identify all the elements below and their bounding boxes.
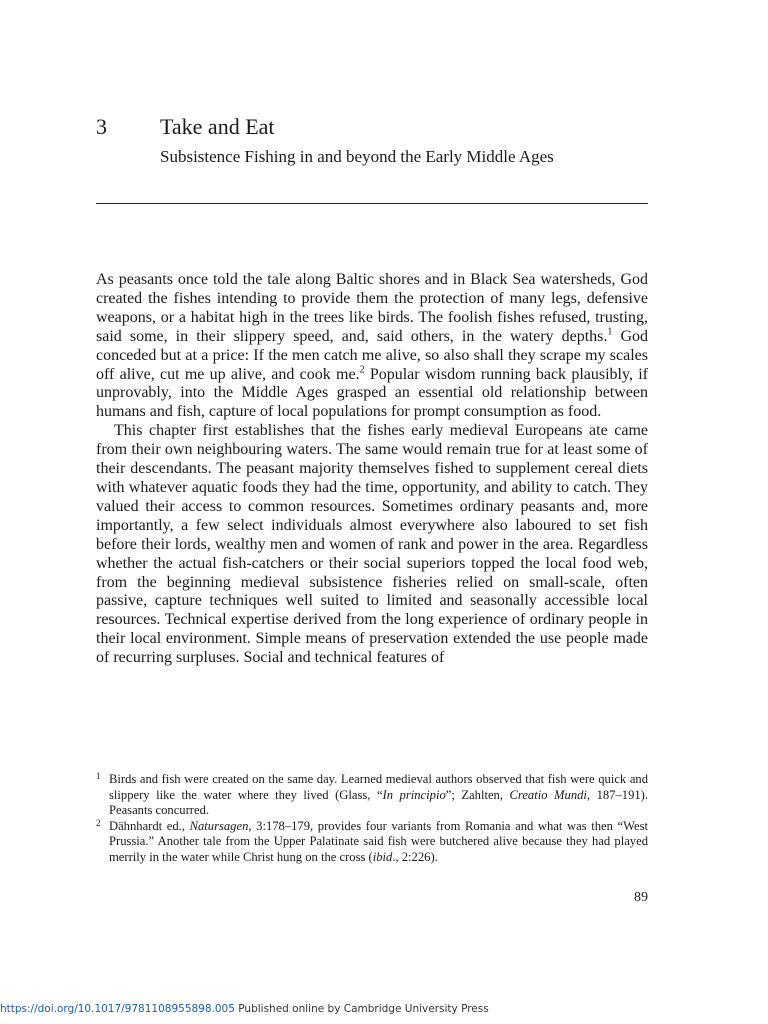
footnotes: [96, 772, 648, 865]
footnote-ref-1[interactable]: 1: [607, 326, 613, 338]
footnote-1-text-c: , 187–191). Peasants concurred.: [109, 787, 649, 817]
footnote-1-text-a: Birds and fish were created on the same day. Learned medieval authors observed that fish were quick and slippery like the water where they lived (Glass, “: [109, 772, 648, 802]
chapter-title: Take and Eat: [160, 114, 275, 139]
footnote-2-mark: 2: [96, 817, 101, 828]
title-rule: [96, 203, 648, 204]
page-number: 89: [634, 890, 648, 905]
paragraph-1-part-3: Popular wisdom running back plausibly, if unprovably, into the Middle Ages grasped an essential old relationship between humans and fish, capture of local populations for prompt consumption as food.: [96, 365, 648, 421]
footnote-2-text-b: , 3:178–179, provides four variants from Romania and what was then “West Prussia.” Another tale from the Upper Palatinate said fish were butchered alive because they had played merrily in the water while Christ hung on the cross (: [109, 818, 648, 864]
footnote-1: [96, 772, 648, 819]
body-text: [96, 271, 648, 668]
footnote-2-italic-b: ibid: [372, 849, 393, 864]
doi-link[interactable]: https://doi.org/10.1017/9781108955898.005: [0, 1003, 235, 1015]
footnote-2-text-a: Dähnhardt ed.,: [109, 818, 190, 833]
footnote-1-italic-b: Creatio Mundi: [509, 787, 587, 802]
footnote-2-italic-a: Natursagen: [189, 818, 249, 833]
footnote-2: [96, 819, 648, 866]
chapter-number: 3: [96, 114, 107, 139]
footnote-1-mark: 1: [96, 771, 101, 781]
paragraph-1-part-2: God conceded but at a price: If the men catch me alive, so also shall they scrape my scales off alive, cut me up alive, and cook me.: [96, 327, 648, 383]
footnote-ref-2[interactable]: 2: [359, 364, 365, 376]
paragraph-1-part-1: As peasants once told the tale along Baltic shores and in Black Sea watersheds, God created the fishes intending to provide them the protection of many legs, defensive weapons, or a habitat high in the trees like birds. The foolish fishes refused, trusting, said some, in their slippery speed, and, said others, in the watery depths.: [96, 271, 648, 345]
footnote-1-italic-a: In principio: [382, 787, 446, 802]
paragraph-1: [96, 271, 648, 422]
paragraph-2: This chapter first establishes that the fishes early medieval Europeans ate came from their own neighbouring waters. The same would remain true for at least some of their descendants. The peasant majority themselves fished to supplement cereal diets with whatever aquatic foods they had the time, opportunity, and ability to catch. They valued their access to common resources. Sometimes ordinary peasants and, more importantly, a few select individuals almost everywhere also laboured to set fish before their lords, wealthy men and women of rank and power in the area. Regardless whether the actual fish-catchers or their social superiors topped the local food web, from the beginning medieval subsistence fisheries relied on small-scale, often passive, capture techniques well suited to limited and seasonally accessible local resources. Technical expertise derived from the long experience of ordinary people in their local environment. Simple means of preservation extended the use people made of recurring surpluses. Social and technical features of: [96, 422, 648, 667]
published-online-text: Published online by Cambridge University Press: [234, 1003, 489, 1015]
chapter-subtitle: Subsistence Fishing in and beyond the Early Middle Ages: [160, 147, 554, 166]
publisher-footer: [0, 1003, 489, 1015]
footnote-1-text-b: ”; Zahlten,: [445, 787, 510, 802]
footnote-2-text-c: ., 2:226).: [392, 849, 438, 864]
